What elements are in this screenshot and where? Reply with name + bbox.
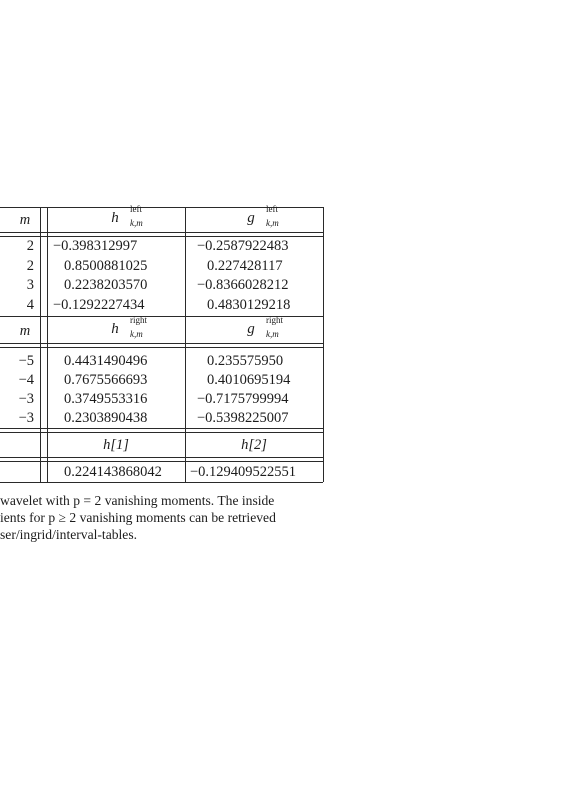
table-rule — [185, 207, 186, 316]
table-cell-h: −0.398312997 — [53, 238, 138, 254]
symbol-superscript: left — [130, 204, 142, 214]
table-cell-h: 0.2238203570 — [64, 277, 148, 293]
column-header-h-left — [100, 204, 143, 228]
table-cell-g: −0.2587922483 — [197, 238, 289, 254]
symbol-subscript: k,m — [130, 218, 143, 228]
table-cell-g: 0.227428117 — [207, 258, 283, 274]
table-rule — [0, 343, 323, 344]
table-cell-g: 0.235575950 — [207, 353, 284, 369]
symbol-base: h — [111, 321, 119, 337]
table-cell-g: 0.4010695194 — [207, 372, 291, 388]
table-cell-g: −0.7175799994 — [197, 391, 289, 407]
symbol-base: g — [247, 210, 255, 226]
table-rule — [323, 316, 324, 428]
table-rule — [0, 232, 323, 233]
symbol-subscript: k,m — [266, 218, 279, 228]
table-rule — [0, 428, 323, 429]
table-rule — [0, 461, 323, 462]
table-cell-m: 2 — [26, 238, 34, 254]
column-header-m: m — [19, 323, 31, 339]
table-rule — [0, 347, 323, 348]
caption-line-3: ser/ingrid/interval-tables. — [0, 527, 138, 542]
table-cell-m: −3 — [18, 391, 34, 407]
table-rule — [323, 207, 324, 316]
table-rule — [47, 316, 48, 428]
table-rule — [40, 316, 41, 428]
table-cell-h2: −0.129409522551 — [190, 464, 297, 480]
symbol-superscript: right — [266, 315, 283, 325]
table-cell-h: 0.2303890438 — [64, 410, 148, 426]
symbol-base: h — [111, 210, 119, 226]
table-rule — [0, 432, 323, 433]
table-cell-m: −4 — [18, 372, 34, 388]
table-cell-m: 4 — [26, 297, 34, 313]
table-cell-m: −3 — [18, 410, 34, 426]
column-header-g-right — [236, 315, 283, 339]
table-cell-h1: 0.224143868042 — [64, 464, 162, 480]
table-cell-m: −5 — [18, 353, 34, 369]
table-rule — [185, 316, 186, 428]
caption-line-2: ients for p ≥ 2 vanishing moments can be retrieved — [0, 510, 276, 525]
column-header-m: m — [19, 212, 31, 228]
column-header-h-right — [100, 315, 147, 339]
table-cell-h: 0.7675566693 — [64, 372, 148, 388]
table-rule — [323, 428, 324, 482]
symbol-superscript: right — [130, 315, 147, 325]
symbol-subscript: k,m — [130, 329, 143, 339]
table-rule — [40, 207, 41, 316]
table-cell-g: 0.4830129218 — [207, 297, 291, 313]
table-rule — [40, 428, 41, 482]
table-cell-m: 3 — [26, 277, 34, 293]
symbol-superscript: left — [266, 204, 278, 214]
table-cell-m: 2 — [26, 258, 34, 274]
table-cell-h: 0.8500881025 — [64, 258, 148, 274]
symbol-base: g — [247, 321, 255, 337]
table-cell-g: −0.8366028212 — [197, 277, 289, 293]
column-header-h1: h[1] — [103, 437, 129, 453]
symbol-subscript: k,m — [266, 329, 279, 339]
table-rule — [47, 207, 48, 316]
table-cell-g: −0.5398225007 — [197, 410, 289, 426]
caption-line-1: wavelet with p = 2 vanishing moments. The inside — [0, 493, 275, 508]
table-rule — [0, 457, 323, 458]
column-header-h2: h[2] — [241, 437, 267, 453]
table-rule — [0, 482, 323, 483]
table-cell-h: 0.3749553316 — [64, 391, 148, 407]
table-cell-h: 0.4431490496 — [64, 353, 148, 369]
table-cell-h: −0.1292227434 — [53, 297, 145, 313]
column-header-g-left — [236, 204, 279, 228]
